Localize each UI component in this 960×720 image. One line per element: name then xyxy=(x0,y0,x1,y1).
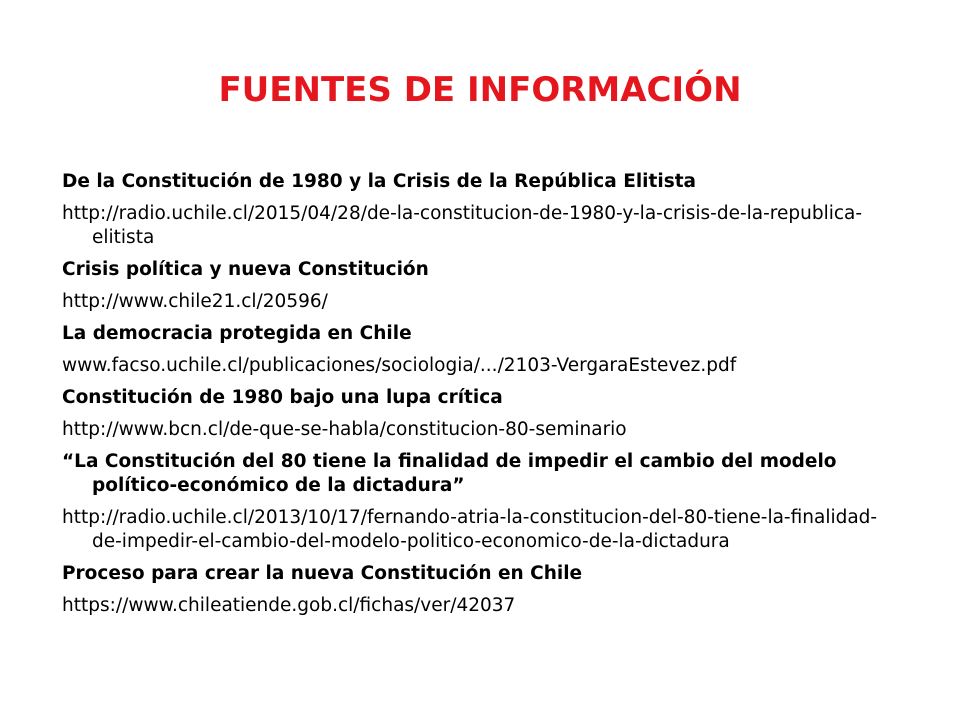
slide-title: FUENTES DE INFORMACIÓN xyxy=(218,70,742,110)
source-title-constitucion-1980-crisis: De la Constitución de 1980 y la Crisis de la República Elitista xyxy=(62,171,697,192)
source-url-bcn: http://www.bcn.cl/de-que-se-habla/constitucion-80-seminario xyxy=(62,419,627,440)
source-title-crisis-politica: Crisis política y nueva Constitución xyxy=(62,259,429,280)
sources-list xyxy=(62,170,882,626)
source-url-radio-uchile-2015: http://radio.uchile.cl/2015/04/28/de-la-constitucion-de-1980-y-la-crisis-de-la-republica-elitista xyxy=(62,203,863,248)
source-url-chile21: http://www.chile21.cl/20596/ xyxy=(62,291,328,312)
source-title-democracia-protegida: La democracia protegida en Chile xyxy=(62,323,412,344)
source-url-facso: www.facso.uchile.cl/publicaciones/sociologia/.../2103-VergaraEstevez.pdf xyxy=(62,355,737,376)
source-title-lupa-critica: Constitución de 1980 bajo una lupa crítica xyxy=(62,387,503,408)
source-url-radio-uchile-2013: http://radio.uchile.cl/2013/10/17/fernando-atria-la-constitucion-del-80-tiene-la-finalidad-de-impedir-el-cambio-del-modelo-politico-economico-de-la-dictadura xyxy=(62,507,878,552)
source-title-constitucion-80-finalidad: “La Constitución del 80 tiene la finalidad de impedir el cambio del modelo político-económico de la dictadura” xyxy=(62,451,837,496)
source-title-proceso-nueva-constitucion: Proceso para crear la nueva Constitución en Chile xyxy=(62,563,583,584)
source-url-chileatiende: https://www.chileatiende.gob.cl/fichas/ver/42037 xyxy=(62,595,516,616)
